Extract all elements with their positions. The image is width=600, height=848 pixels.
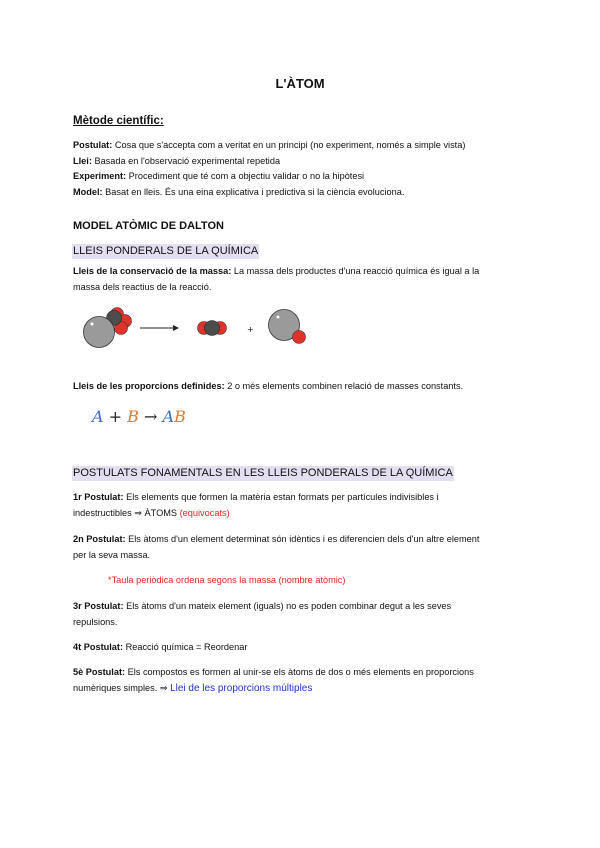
definition-text: Basada en l'observació experimental repetida <box>91 156 281 166</box>
definition-text: Cosa que s'accepta com a veritat en un principi (no experiment, només a simple vista) <box>112 140 466 150</box>
conservacio-line1 <box>73 263 479 279</box>
definition-postulat <box>73 137 465 153</box>
page-title: L'ÀTOM <box>275 76 325 91</box>
plus-sign: + <box>247 325 254 334</box>
reaction-diagram <box>80 304 320 356</box>
oxide-molecule-icon <box>269 310 306 344</box>
postulat-5-line2 <box>73 680 312 697</box>
formula-b: B <box>127 407 139 426</box>
postulat-3-line1 <box>73 598 451 614</box>
postulat-2-line2: per la seva massa. <box>73 550 151 560</box>
postulat-1-line2 <box>73 505 230 521</box>
definition-text: Basat en lleis. És una eina explicativa i predictiva si la ciència evoluciona. <box>102 187 405 197</box>
postulat-note: (equivocats) <box>179 508 230 518</box>
dalton-heading: MODEL ATÒMIC DE DALTON <box>73 220 224 232</box>
definition-text: Procediment que té com a objectiu validar o no la hipòtesi <box>126 171 365 181</box>
definition-term: Llei: <box>73 156 92 166</box>
postulat-term: 3r Postulat: <box>73 601 124 611</box>
postulat-4-line <box>73 639 247 655</box>
conservacio-text: La massa dels productes d'una reacció química és igual a la <box>231 266 480 276</box>
definition-experiment <box>73 168 364 184</box>
postulat-text: numèriques simples. ⇒ <box>73 683 171 693</box>
postulat-5-line1 <box>73 664 474 680</box>
definition-term: Postulat: <box>73 140 113 150</box>
postulat-text: Reacció química = Reordenar <box>123 642 248 652</box>
postulat-term: 5è Postulat: <box>73 667 126 677</box>
postulat-1-line1 <box>73 489 439 505</box>
postulat-2-line1 <box>73 531 479 547</box>
proporcions-term: Lleis de les proporcions definides: <box>73 381 225 391</box>
definition-llei <box>73 153 280 169</box>
lleis-heading-wrap <box>72 241 259 259</box>
postulat-term: 1r Postulat: <box>73 492 124 502</box>
definition-term: Model: <box>73 187 103 197</box>
formula-a: A <box>92 407 104 426</box>
proporcions-line <box>73 378 463 394</box>
proporcions-text: 2 o més elements combinen relació de masses constants. <box>224 381 464 391</box>
formula-plus: + <box>108 407 123 426</box>
postulat-text: Els àtoms d'un mateix element (iguals) no es poden combinar degut a les seves <box>123 601 452 611</box>
co2-molecule-icon <box>198 321 227 336</box>
postulat-3-line2: repulsions. <box>73 617 118 627</box>
postulat-text: Els compostos es formen al unir-se els àtoms de dos o més elements en proporcions <box>125 667 474 677</box>
conservacio-line2: massa dels reactius de la reacció. <box>73 282 212 292</box>
reactants-icon <box>84 308 132 348</box>
postulat-text: Els elements que formen la matèria estan formats per partícules indivisibles i <box>123 492 439 502</box>
postulat-text: Els àtoms d'un element determinat són idèntics i es diferencien dels d'un altre element <box>125 534 480 544</box>
formula-ab-b: B <box>174 407 186 426</box>
multiples-link: Llei de les proporcions múltiples <box>170 683 313 694</box>
formula-arrow: → <box>144 407 158 426</box>
arrow-icon <box>140 325 179 331</box>
postulat-term: 4t Postulat: <box>73 642 124 652</box>
postulat-text: indestructibles ⇒ ÀTOMS <box>73 508 180 518</box>
lleis-heading: LLEIS PONDERALS DE LA QUÍMICA <box>73 245 259 257</box>
conservacio-term: Lleis de la conservació de la massa: <box>73 266 232 276</box>
postulat-term: 2n Postulat: <box>73 534 126 544</box>
postulats-heading: POSTULATS FONAMENTALS EN LES LLEIS PONDERALS DE LA QUÍMICA <box>73 467 453 479</box>
formula-ab-a: A <box>162 407 175 426</box>
definition-model <box>73 184 404 200</box>
taula-note: *Taula periòdica ordena segons la massa (nombre atòmic) <box>108 575 346 585</box>
definition-term: Experiment: <box>73 171 127 181</box>
postulats-heading-wrap <box>72 463 454 481</box>
metode-heading: Mètode científic: <box>73 115 164 127</box>
chemical-formula <box>92 407 186 426</box>
